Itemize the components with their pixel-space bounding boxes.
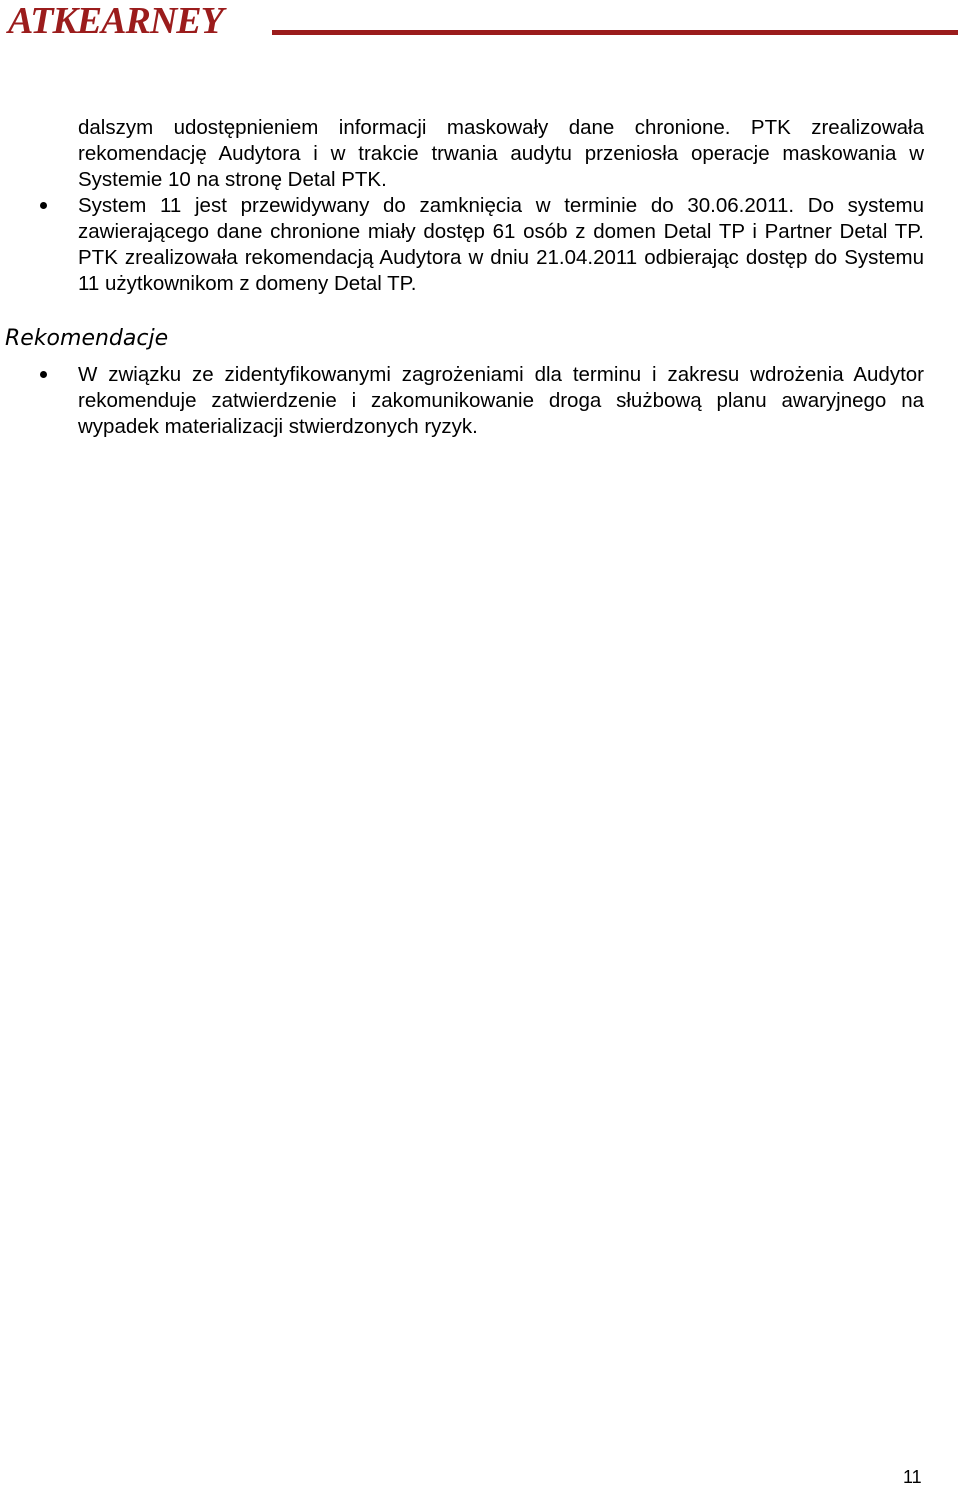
recommendation-item: W związku ze zidentyfikowanymi zagrożeniami dla terminu i zakresu wdrożenia Audytor rekomenduje zatwierdzenie i zakomunikowanie droga służbową planu awaryjnego na wypadek materializacji stwierdzonych ryzyk. <box>78 363 924 438</box>
bullet-icon <box>40 371 47 378</box>
company-logo: ATKEARNEY <box>8 0 223 42</box>
section-heading-recommendations: Rekomendacje <box>5 326 169 351</box>
bullet-icon <box>40 202 47 209</box>
paragraph-continuation: dalszym udostępnieniem informacji maskowały dane chronione. PTK zrealizowała rekomendację Audytora i w trakcie trwania audytu przeniosła operacje maskowania w Systemie 10 na stronę Detal PTK. <box>78 116 924 191</box>
bullet-system-11: System 11 jest przewidywany do zamknięcia w terminie do 30.06.2011. Do systemu zawierającego dane chronione miały dostęp 61 osób z domen Detal TP i Partner Detal TP. PTK zrealizowała rekomendacją Audytora w dniu 21.04.2011 odbierając dostęp do Systemu 11 użytkownikom z domeny Detal TP. <box>78 194 924 295</box>
header-rule <box>272 30 958 35</box>
page-number: 11 <box>903 1467 922 1487</box>
page-header <box>0 0 960 44</box>
